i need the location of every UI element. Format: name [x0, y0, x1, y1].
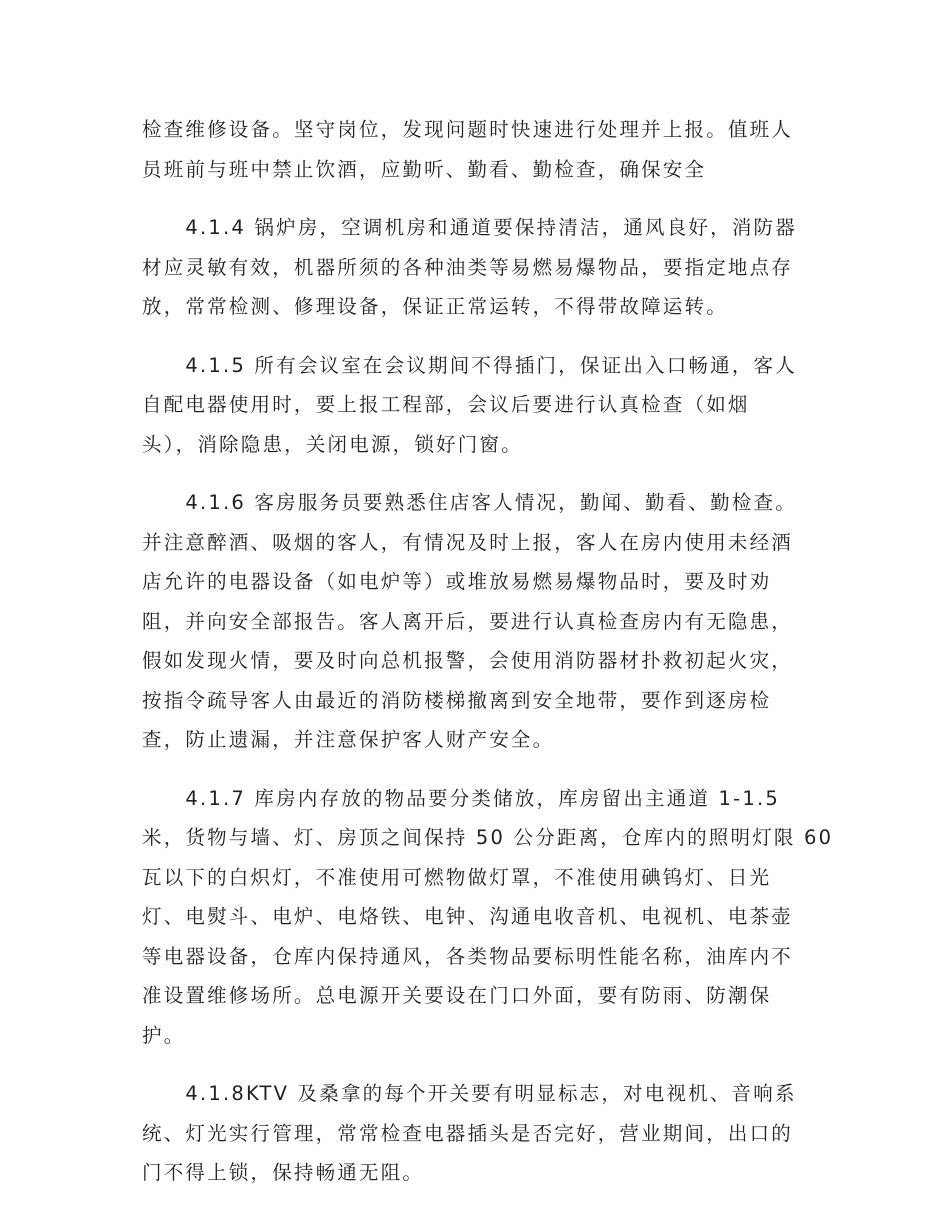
- text-line: 护。: [142, 1023, 186, 1047]
- text-line: 4.1.8KTV 及桑拿的每个开关要有明显标志，对电视机、音响系: [142, 1082, 797, 1105]
- text-line: 等电器设备，仓库内保持通风，各类物品要标明性能名称，油库内不: [142, 944, 794, 968]
- text-line: 头），消除隐患，关闭电源，锁好门窗。: [142, 432, 523, 456]
- paragraph-4-1-5: [142, 346, 812, 465]
- paragraph-4-1-7: [142, 779, 834, 1056]
- text-line: 灯、电熨斗、电炉、电烙铁、电钟、沟通电收音机、电视机、电茶壶: [142, 905, 794, 928]
- text-line: 假如发现火情，要及时向总机报警，会使用消防器材扑救初起火灾，: [142, 649, 794, 672]
- text-line: 自配电器使用时，要上报工程部，会议后要进行认真检查（如烟: [142, 393, 750, 416]
- body-text: [142, 110, 834, 1193]
- text-line: 4.1.6 客房服务员要熟悉住店客人情况，勤闻、勤看、勤检查。: [142, 491, 797, 514]
- text-line: 米，货物与墙、灯、房顶之间保持 50 公分距离，仓库内的照明灯限 60: [142, 826, 834, 849]
- text-line: 员班前与班中禁止饮酒，应勤听、勤看、勤检查，确保安全: [142, 157, 707, 181]
- paragraph-4-1-4: [142, 208, 812, 327]
- text-line: 并注意醉酒、吸烟的客人，有情况及时上报，客人在房内使用未经酒: [142, 530, 794, 554]
- text-line: 瓦以下的白炽灯，不准使用可燃物做灯罩，不准使用碘钨灯、日光: [142, 865, 772, 889]
- text-line: 门不得上锁，保持畅通无阻。: [142, 1161, 425, 1184]
- paragraph-4-1-6: [142, 483, 812, 760]
- text-line: 查，防止遗漏，并注意保护客人财产安全。: [142, 728, 555, 751]
- text-line: 4.1.4 锅炉房，空调机房和通道要保持清洁，通风良好，消防器: [142, 216, 797, 239]
- text-line: 店允许的电器设备（如电炉等）或堆放易燃易爆物品时，要及时劝: [142, 570, 772, 593]
- text-line: 统、灯光实行管理，常常检查电器插头是否完好，营业期间，出口的: [142, 1121, 794, 1145]
- text-line: 放，常常检测、修理设备，保证正常运转，不得带故障运转。: [142, 295, 728, 318]
- paragraph-4-1-8: [142, 1074, 812, 1193]
- text-line: 按指令疏导客人由最近的消防楼梯撤离到安全地带，要作到逐房检: [142, 688, 772, 712]
- text-line: 检查维修设备。坚守岗位，发现问题时快速进行处理并上报。值班人: [142, 118, 794, 141]
- text-line: 4.1.7 库房内存放的物品要分类储放，库房留出主通道 1-1.5: [142, 786, 780, 810]
- text-line: 材应灵敏有效，机器所须的各种油类等易燃易爆物品，要指定地点存: [142, 255, 794, 279]
- text-line: 准设置维修场所。总电源开关要设在门口外面，要有防雨、防潮保: [142, 984, 772, 1007]
- text-line: 阻，并向安全部报告。客人离开后，要进行认真检查房内有无隐患，: [142, 609, 794, 633]
- paragraph-continued: [142, 110, 812, 189]
- text-line: 4.1.5 所有会议室在会议期间不得插门，保证出入口畅通，客人: [142, 353, 797, 377]
